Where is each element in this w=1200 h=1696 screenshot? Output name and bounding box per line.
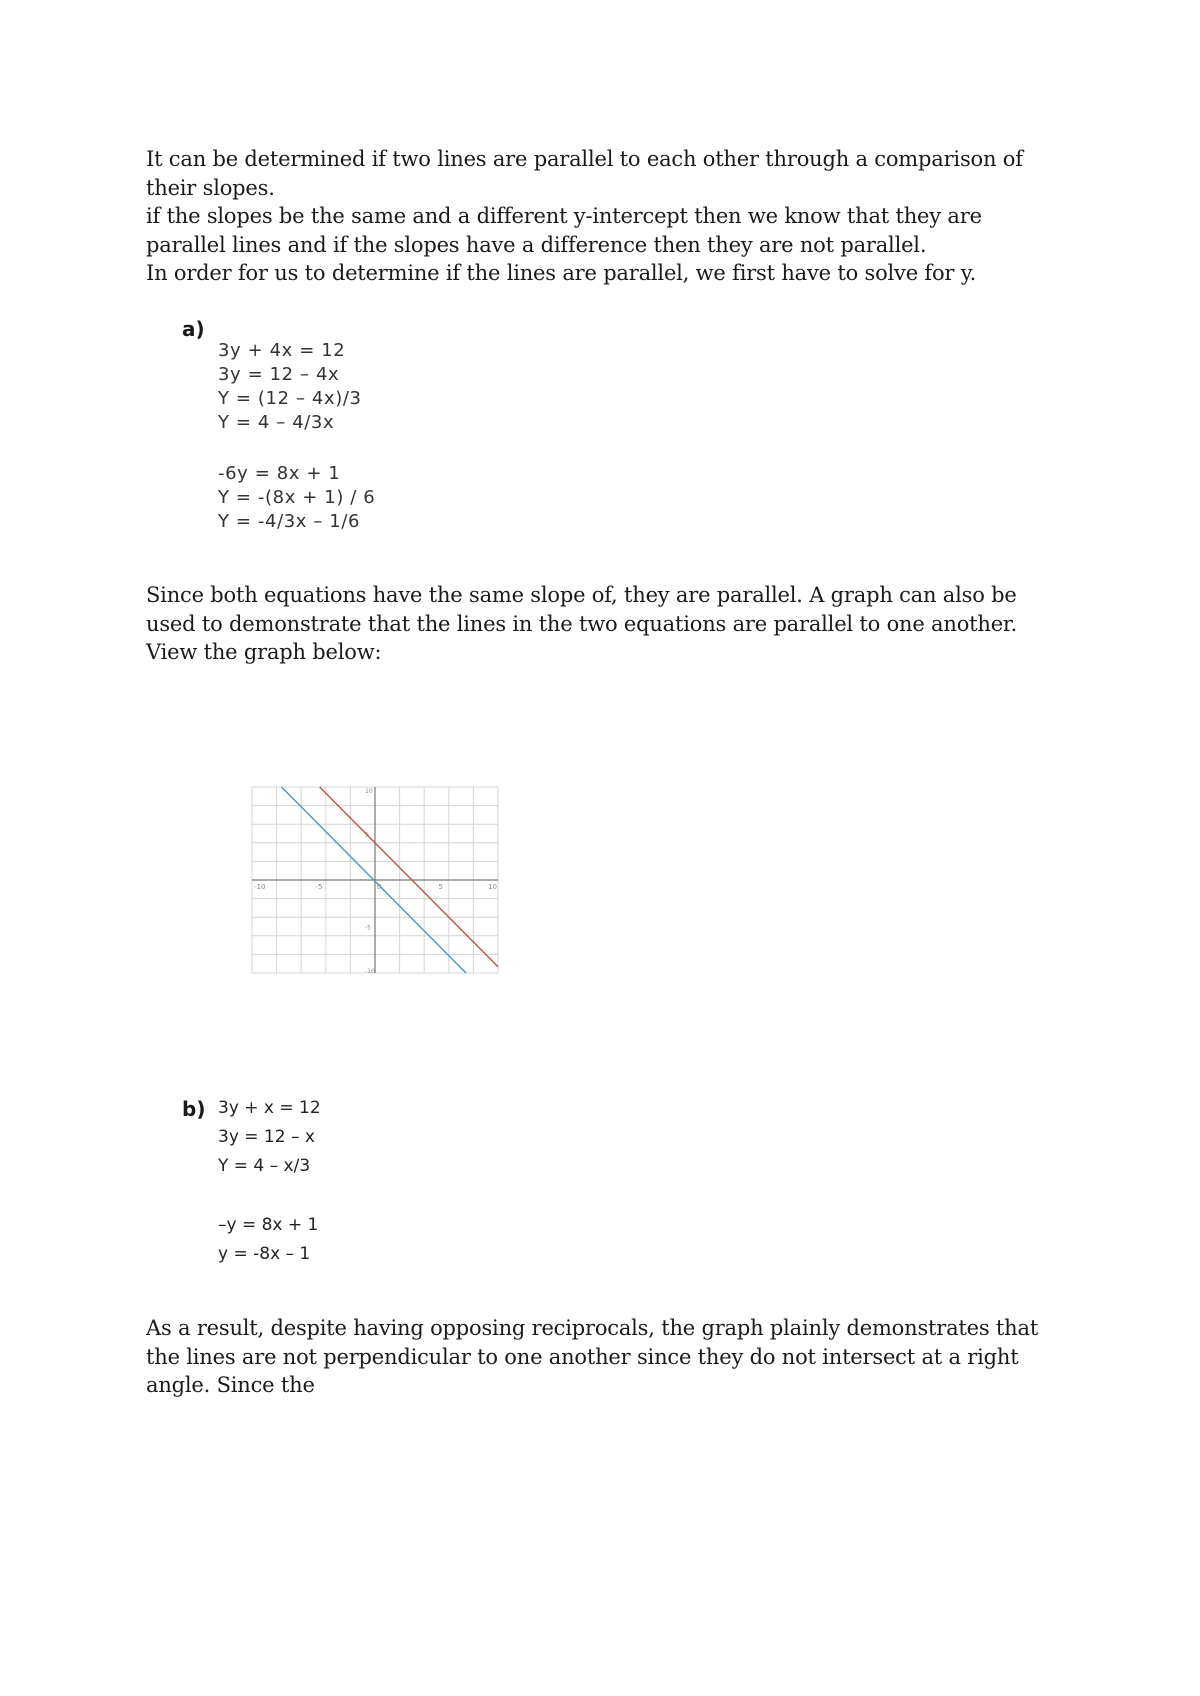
- parallel-lines-graph: [250, 785, 500, 975]
- conclusion-b-paragraph: [146, 1314, 1046, 1400]
- equation: 3y = 12 – x: [218, 1127, 315, 1147]
- intro-line-2: if the slopes be the same and a different y-intercept then we know that they are parallel lines and if the slopes have a difference then they are not parallel.: [146, 204, 982, 257]
- equation: Y = 4 – x/3: [218, 1156, 311, 1176]
- part-b-label: b): [182, 1097, 206, 1121]
- x-tick-label: 0: [377, 883, 382, 891]
- equation: 3y + x = 12: [218, 1098, 321, 1118]
- x-tick-label: -5: [315, 883, 323, 891]
- equation: y = -8x – 1: [218, 1244, 311, 1264]
- equation: 3y = 12 – 4x: [218, 364, 340, 385]
- x-tick-label: 10: [488, 883, 497, 891]
- equation: 3y + 4x = 12: [218, 340, 346, 361]
- equation: Y = -4/3x – 1/6: [218, 511, 361, 532]
- intro-paragraph: [146, 145, 1046, 288]
- series-line-1: [320, 787, 498, 967]
- part-a-label: a): [182, 317, 205, 341]
- equation: Y = (12 – 4x)/3: [218, 388, 362, 409]
- x-tick-label: 5: [438, 883, 443, 891]
- y-tick-label: -5: [365, 924, 371, 932]
- intro-line-1: It can be determined if two lines are parallel to each other through a comparison of their slopes.: [146, 147, 1023, 200]
- equation: -6y = 8x + 1: [218, 463, 341, 484]
- conclusion-a-text: Since both equations have the same slope of, they are parallel. A graph can also be used to demonstrate that the lines in the two equations are parallel to one another. View the graph below:: [146, 583, 1017, 664]
- y-tick-label: -10: [365, 968, 375, 975]
- conclusion-b-text: As a result, despite having opposing reciprocals, the graph plainly demonstrates that the lines are not perpendicular to one another since they do not intersect at a right angle. Since the: [146, 1316, 1039, 1397]
- y-tick-label: 10: [365, 788, 373, 795]
- equation: Y = -(8x + 1) / 6: [218, 487, 376, 508]
- conclusion-a-paragraph: [146, 581, 1046, 667]
- equation: –y = 8x + 1: [218, 1215, 319, 1235]
- x-tick-label: -10: [254, 883, 266, 891]
- equation: Y = 4 – 4/3x: [218, 412, 335, 433]
- y-tick-label: 5: [365, 831, 369, 839]
- intro-line-3: In order for us to determine if the lines are parallel, we first have to solve for y.: [146, 261, 977, 285]
